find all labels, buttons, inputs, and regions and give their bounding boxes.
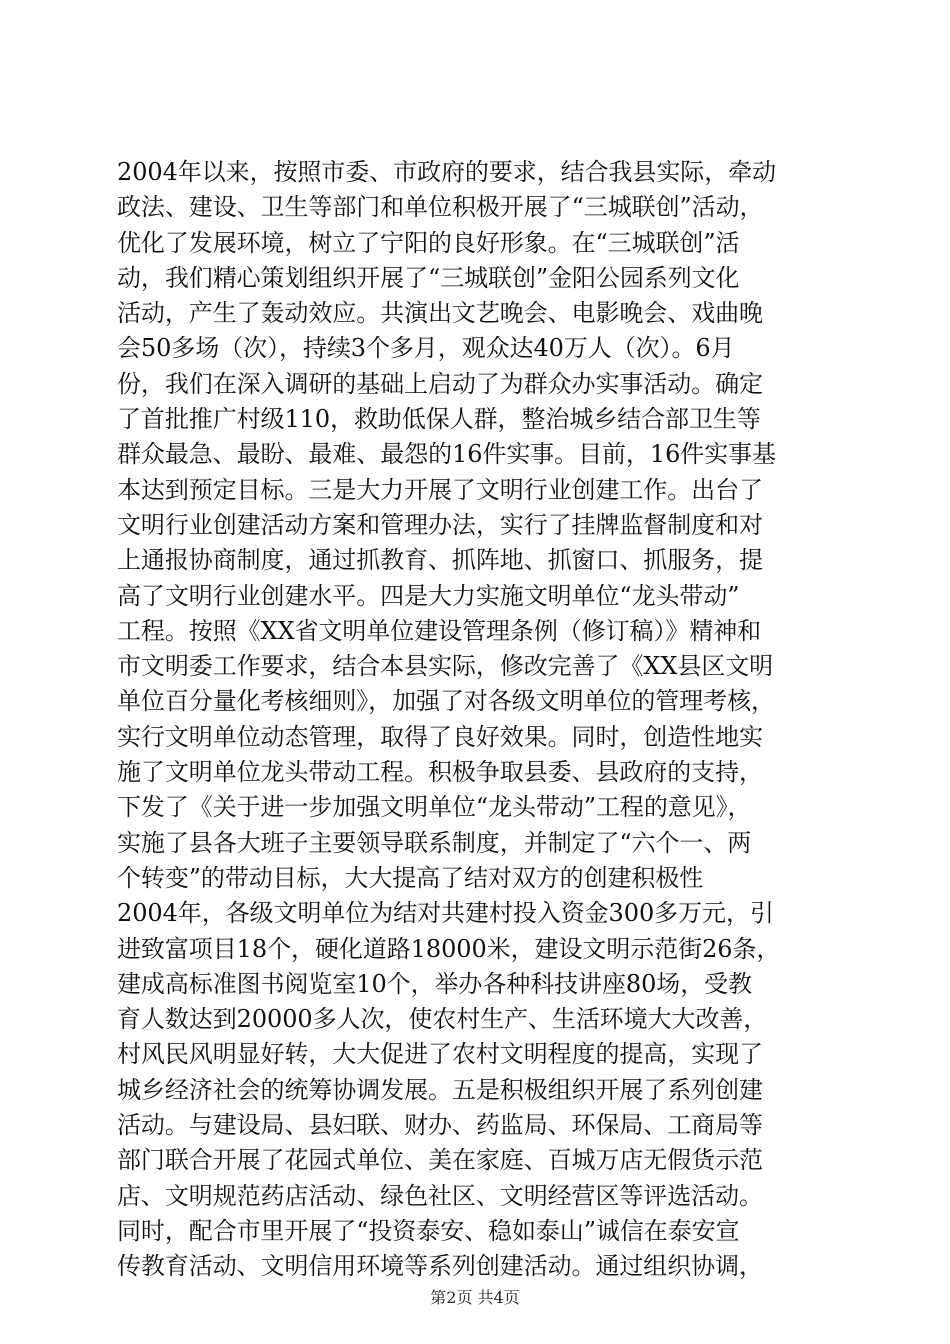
text-line: 政法、建设、卫生等部门和单位积极开展了“三城联创”活动， — [117, 193, 764, 222]
text-line: 城乡经济社会的统筹协调发展。五是积极组织开展了系列创建 — [117, 1075, 763, 1104]
text-line: 群众最急、最盼、最难、最怨的16件实事。目前，16件实事基 — [117, 440, 777, 469]
text-line: 市文明委工作要求，结合本县实际，修改完善了《XX县区文明 — [117, 652, 774, 681]
text-line: 工程。按照《XX省文明单位建设管理条例（修订稿）》精神和 — [117, 616, 762, 645]
text-line: 了首批推广村级110，救助低保人群，整治城乡结合部卫生等 — [117, 405, 761, 434]
text-line: 会50多场（次），持续3个多月，观众达40万人（次）。6月 — [117, 334, 735, 363]
text-line: 传教育活动、文明信用环境等系列创建活动。通过组织协调， — [117, 1252, 763, 1281]
text-line: 2004年，各级文明单位为结对共建村投入资金300多万元，引 — [117, 899, 774, 928]
text-line: 单位百分量化考核细则》，加强了对各级文明单位的管理考核， — [117, 687, 775, 716]
text-line: 部门联合开展了花园式单位、美在家庭、百城万店无假货示范 — [117, 1146, 763, 1175]
text-line: 高了文明行业创建水平。四是大力实施文明单位“龙头带动” — [117, 581, 740, 610]
text-line: 动，我们精心策划组织开展了“三城联创”金阳公园系列文化 — [117, 263, 740, 292]
page-footer: 第2页 共4页 — [430, 1288, 520, 1307]
text-line: 实行文明单位动态管理，取得了良好效果。同时，创造性地实 — [117, 722, 763, 751]
text-line: 村风民风明显好转，大大促进了农村文明程度的提高，实现了 — [117, 1040, 763, 1069]
text-line: 本达到预定目标。三是大力开展了文明行业创建工作。出台了 — [117, 475, 763, 504]
text-line: 育人数达到20000多人次，使农村生产、生活环境大大改善， — [117, 1005, 768, 1034]
text-line: 建成高标准图书阅览室10个，举办各种科技讲座80场，受教 — [117, 969, 753, 998]
text-line: 2004年以来，按照市委、市政府的要求，结合我县实际，牵动 — [117, 158, 777, 186]
text-line: 下发了《关于进一步加强文明单位“龙头带动”工程的意见》， — [117, 793, 752, 822]
text-line: 优化了发展环境，树立了宁阳的良好形象。在“三城联创”活 — [117, 228, 740, 257]
text-line: 同时，配合市里开展了“投资泰安、稳如泰山”诚信在泰安宣 — [117, 1216, 740, 1245]
text-line: 文明行业创建活动方案和管理办法，实行了挂牌监督制度和对 — [117, 510, 763, 539]
text-line: 店、文明规范药店活动、绿色社区、文明经营区等评选活动。 — [117, 1181, 763, 1210]
text-line: 活动，产生了轰动效应。共演出文艺晚会、电影晚会、戏曲晚 — [117, 299, 763, 328]
text-line: 实施了县各大班子主要领导联系制度，并制定了“六个一、两 — [117, 828, 752, 857]
text-line: 个转变”的带动目标，大大提高了结对双方的创建积极性 — [117, 863, 704, 892]
body-text — [117, 155, 837, 1285]
text-line: 份，我们在深入调研的基础上启动了为群众办实事活动。确定 — [117, 369, 763, 398]
text-line: 上通报协商制度，通过抓教育、抓阵地、抓窗口、抓服务，提 — [117, 546, 763, 575]
text-line: 施了文明单位龙头带动工程。积极争取县委、县政府的支持， — [117, 758, 763, 787]
text-line: 活动。与建设局、县妇联、财办、药监局、环保局、工商局等 — [117, 1111, 763, 1140]
text-line: 进致富项目18个，硬化道路18000米，建设文明示范街26条， — [117, 934, 781, 963]
